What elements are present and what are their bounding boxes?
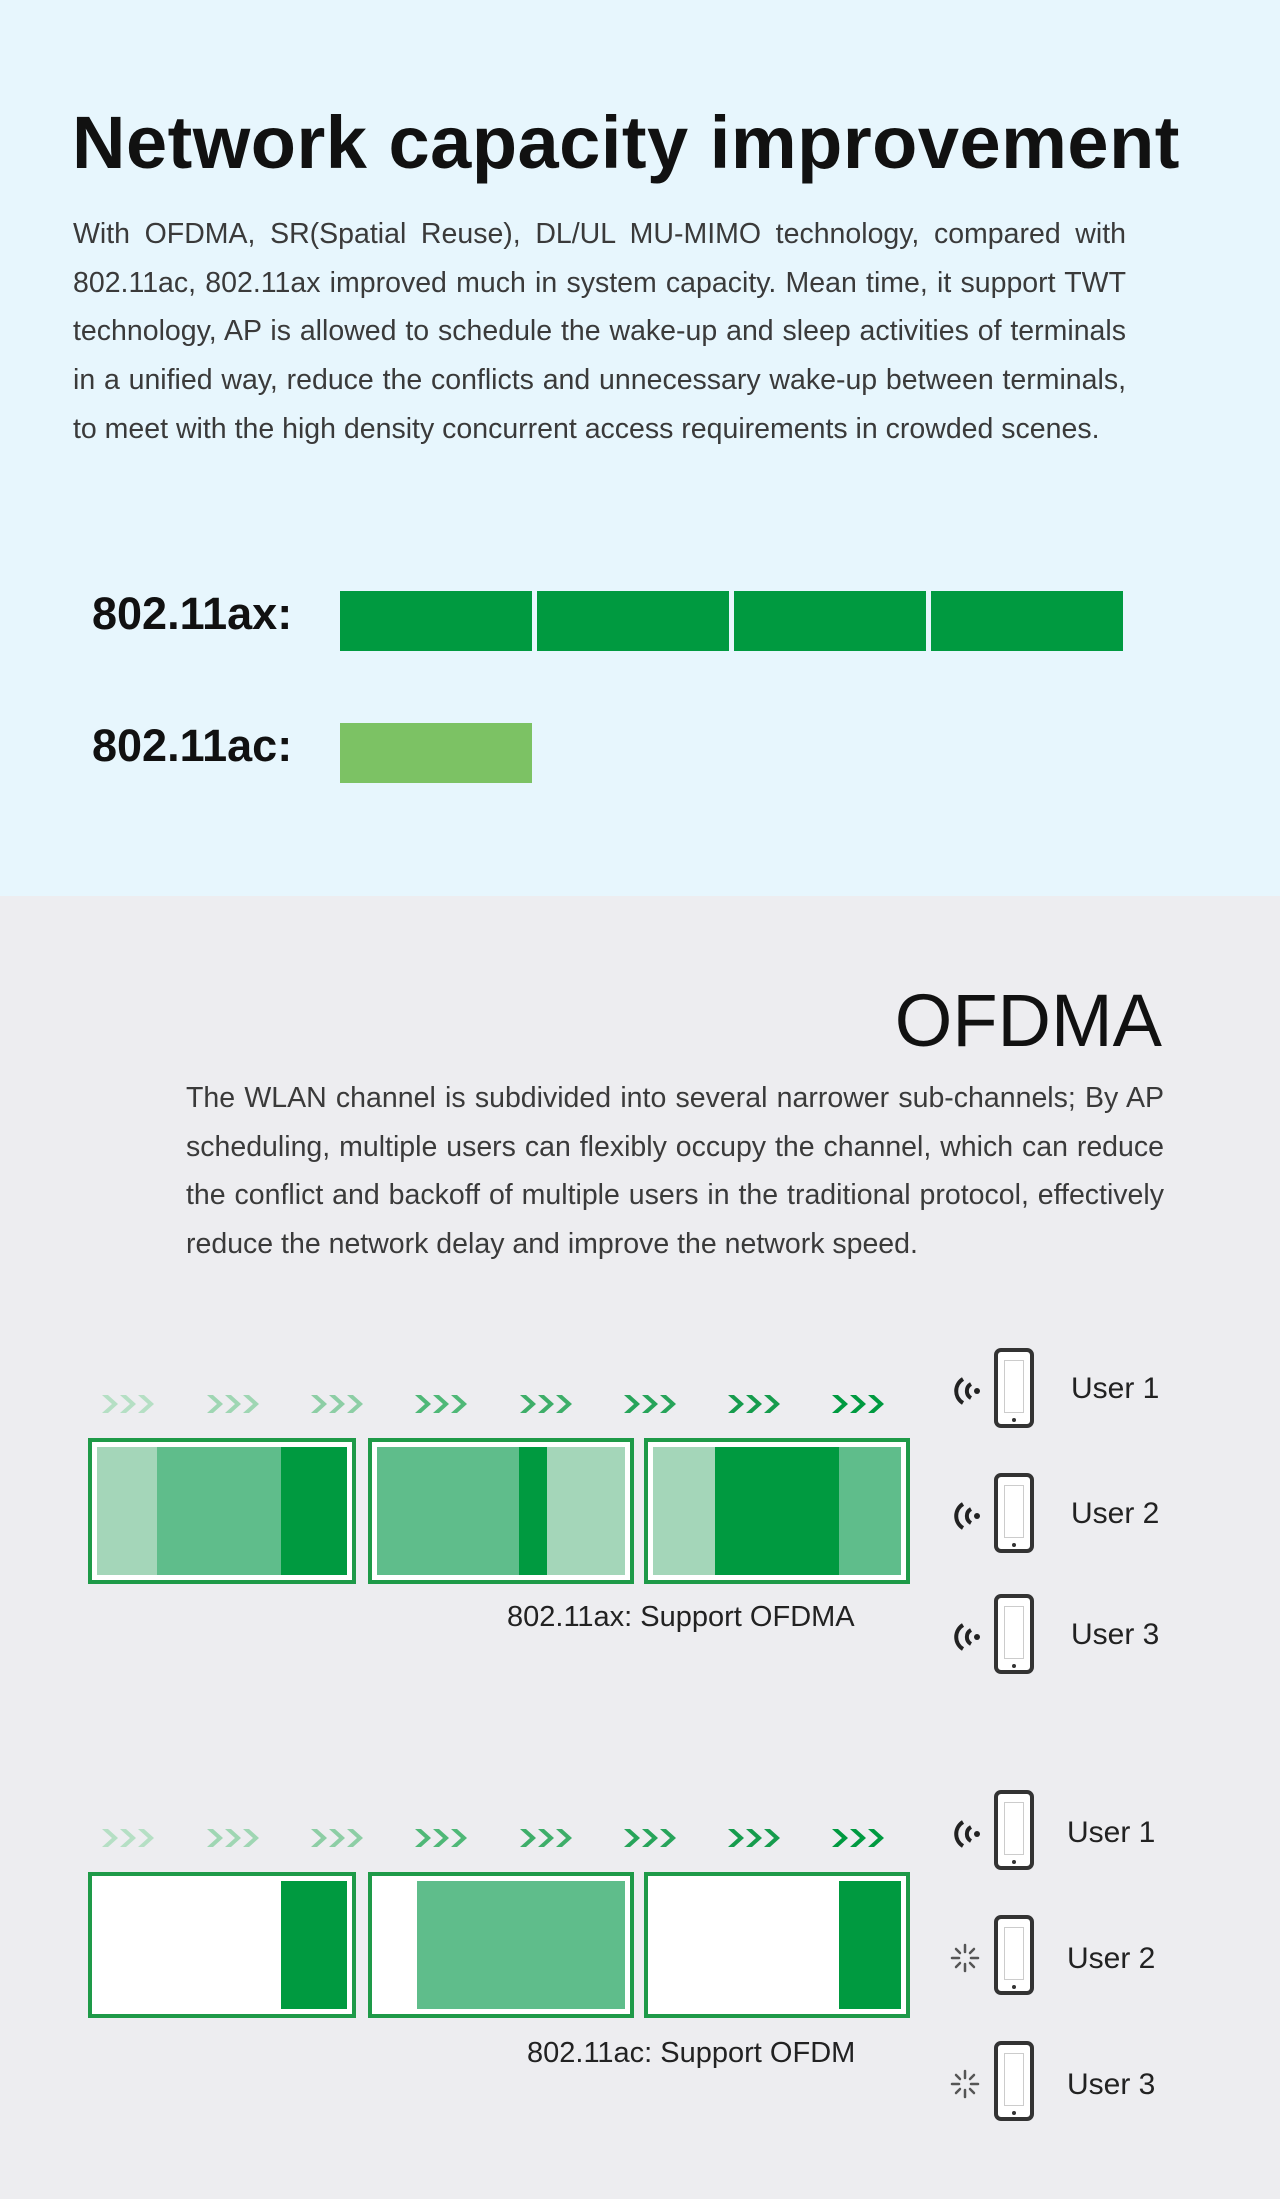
- ac-user-2-label: User 2: [1067, 1942, 1156, 1975]
- user3-subchannel: [653, 1447, 715, 1575]
- user1-subchannel: [281, 1447, 347, 1575]
- ax-diagram-caption: 802.11ax: Support OFDMA: [507, 1601, 855, 1633]
- ax-capacity-block: [340, 591, 532, 651]
- user1-subchannel: [519, 1447, 547, 1575]
- ac-user-1-label: User 1: [1067, 1816, 1156, 1849]
- ac-diagram-caption: 802.11ac: Support OFDM: [527, 2037, 856, 2069]
- ax-capacity-block: [734, 591, 926, 651]
- chevron-arrow-icon: [309, 1826, 371, 1850]
- chevron-arrow-icon: [413, 1392, 475, 1416]
- phone-icon: [994, 1915, 1034, 1995]
- user3-subchannel: [97, 1447, 157, 1575]
- ac-time-slot-2: [368, 1872, 634, 2018]
- ax-time-slot-2: [368, 1438, 634, 1584]
- chevron-arrow-icon: [726, 1826, 788, 1850]
- user1-channel: [839, 1881, 901, 2009]
- chevron-arrow-icon: [518, 1826, 580, 1850]
- ofdma-title: OFDMA: [894, 979, 1162, 1062]
- phone-icon: [994, 1473, 1034, 1553]
- user2-subchannel: [377, 1447, 519, 1575]
- wifi-signal-icon: [949, 1619, 981, 1655]
- phone-icon: [994, 2041, 1034, 2121]
- chevron-arrow-icon: [622, 1826, 684, 1850]
- user2-subchannel: [157, 1447, 281, 1575]
- user2-subchannel: [839, 1447, 901, 1575]
- wifi-signal-icon: [949, 1373, 981, 1409]
- chevron-arrow-icon: [830, 1826, 892, 1850]
- capacity-title: Network capacity improvement: [72, 101, 1180, 184]
- chevron-arrow-icon: [100, 1392, 162, 1416]
- ax-time-slot-3: [644, 1438, 910, 1584]
- ax-capacity-block: [931, 591, 1123, 651]
- ac-time-slot-1: [88, 1872, 356, 2018]
- user1-subchannel: [715, 1447, 839, 1575]
- ax-user-3-label: User 3: [1071, 1618, 1160, 1651]
- user2-channel: [417, 1881, 625, 2009]
- ax-capacity-label: 802.11ax:: [92, 588, 293, 639]
- ac-time-slot-3: [644, 1872, 910, 2018]
- chevron-arrow-icon: [518, 1392, 580, 1416]
- chevron-arrow-icon: [830, 1392, 892, 1416]
- chevron-arrow-icon: [100, 1826, 162, 1850]
- wifi-signal-icon: [949, 1498, 981, 1534]
- ac-capacity-label: 802.11ac:: [92, 720, 293, 771]
- ofdma-description: The WLAN channel is subdivided into several narrower sub-channels; By AP scheduling, multiple users can flexibly occupy the channel, which can reduce the conflict and backoff of multiple users in the traditional protocol, effectively reduce the network delay and improve the network speed.: [186, 1082, 1164, 1261]
- ac-capacity-block: [340, 723, 532, 783]
- capacity-description: With OFDMA, SR(Spatial Reuse), DL/UL MU-MIMO technology, compared with 802.11ac, 802.11ax improved much in system capacity. Mean time, it support TWT technology, AP is allowed to schedule the wake-up and sleep activities of terminals in a unified way, reduce the conflicts and unnecessary wake-up between terminals, to meet with the high density concurrent access requirements in crowded scenes.: [73, 218, 1126, 445]
- ax-time-slot-1: [88, 1438, 356, 1584]
- user3-subchannel: [547, 1447, 625, 1575]
- chevron-arrow-icon: [205, 1826, 267, 1850]
- chevron-arrow-icon: [309, 1392, 371, 1416]
- loading-spinner-icon: [950, 2069, 980, 2099]
- chevron-arrow-icon: [622, 1392, 684, 1416]
- chevron-arrow-icon: [205, 1392, 267, 1416]
- user1-channel: [281, 1881, 347, 2009]
- loading-spinner-icon: [950, 1943, 980, 1973]
- chevron-arrow-icon: [413, 1826, 475, 1850]
- phone-icon: [994, 1348, 1034, 1428]
- ax-user-1-label: User 1: [1071, 1372, 1160, 1405]
- ax-capacity-block: [537, 591, 729, 651]
- wifi-signal-icon: [949, 1816, 981, 1852]
- chevron-arrow-icon: [726, 1392, 788, 1416]
- ac-user-3-label: User 3: [1067, 2068, 1156, 2101]
- phone-icon: [994, 1594, 1034, 1674]
- phone-icon: [994, 1790, 1034, 1870]
- ax-user-2-label: User 2: [1071, 1497, 1160, 1530]
